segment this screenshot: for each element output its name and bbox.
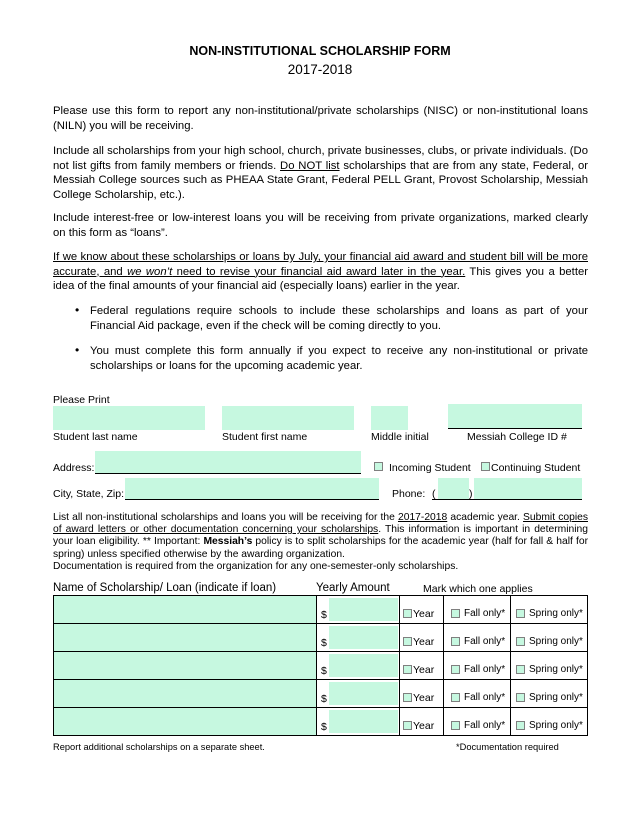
amount-field[interactable] [329,710,398,733]
spring-cell [511,624,588,652]
fall-option-label: Fall only* [464,692,506,703]
please-print-label: Please Print [53,394,110,406]
spring-option-label: Spring only* [529,720,583,731]
scholarship-row [54,680,588,708]
instr-messiah-bold: Messiah’s [203,536,253,548]
fall-checkbox[interactable] [451,693,460,702]
amount-cell [317,680,400,708]
instructions-paragraph [53,512,588,561]
scholarship-name-field[interactable] [54,680,317,708]
form-year: 2017-2018 [287,62,353,77]
last-name-field[interactable] [53,406,205,430]
year-option-label: Year [413,692,435,704]
amount-field[interactable] [329,654,398,677]
spring-checkbox[interactable] [516,693,525,702]
year-cell [400,652,444,680]
spring-checkbox[interactable] [516,637,525,646]
fall-cell [444,596,511,624]
amount-field[interactable] [329,598,398,621]
scholarship-name-field[interactable] [54,708,317,736]
spring-checkbox[interactable] [516,721,525,730]
year-option-label: Year [413,720,435,732]
year-checkbox[interactable] [403,693,412,702]
college-id-underline [448,428,582,429]
address-field[interactable] [95,451,361,473]
fall-checkbox[interactable] [451,609,460,618]
phone-open-paren: ( [432,488,436,500]
currency-symbol: $ [321,637,327,649]
incoming-student-checkbox[interactable] [374,462,383,471]
spring-cell [511,708,588,736]
fall-cell [444,652,511,680]
bullet-dot-2: • [75,343,80,357]
intro-paragraph-4 [53,250,588,294]
currency-symbol: $ [321,609,327,621]
form-title: NON-INSTITUTIONAL SCHOLARSHIP FORM [189,44,451,58]
spring-option-label: Spring only* [529,608,583,619]
amount-field[interactable] [329,626,398,649]
fall-cell [444,680,511,708]
city-state-zip-field[interactable] [125,478,379,499]
scholarship-table [53,595,588,736]
spring-cell [511,596,588,624]
year-cell [400,708,444,736]
amount-cell [317,624,400,652]
scholarship-row [54,624,588,652]
continuing-student-checkbox[interactable] [481,462,490,471]
spring-option-label: Spring only* [529,636,583,647]
amount-cell [317,708,400,736]
year-option-label: Year [413,664,435,676]
scholarship-name-field[interactable] [54,624,317,652]
p4-underlined-b: need to revise your financial aid award later in the year. [172,265,466,278]
phone-close-paren: ) [469,488,473,500]
scholarship-row [54,652,588,680]
phone-area-code-field[interactable] [438,478,469,499]
fall-option-label: Fall only* [464,636,506,647]
year-checkbox[interactable] [403,609,412,618]
intro-paragraph-3: Include interest-free or low-interest loans you will be receiving from private organizations, marked clearly on this form as “loans”. [53,212,588,239]
middle-initial-field[interactable] [371,406,408,430]
p4-emphasis: we won’t [127,265,173,278]
bullet-dot-1: • [75,303,80,317]
year-cell [400,624,444,652]
city-underline [125,499,379,500]
instr-text-b: academic year. [447,512,524,523]
bullet-2: You must complete this form annually if you expect to receive any non-institutional or private scholarships or loans for the upcoming academic year. [90,345,588,372]
fall-cell [444,708,511,736]
year-cell [400,680,444,708]
year-checkbox[interactable] [403,637,412,646]
spring-option-label: Spring only* [529,692,583,703]
col-name-header: Name of Scholarship/ Loan (indicate if loan) [53,582,277,594]
currency-symbol: $ [321,721,327,733]
year-option-label: Year [413,636,435,648]
incoming-student-label: Incoming Student [389,462,471,474]
last-name-label: Student last name [53,431,138,443]
instr-text-d: policy is to split scholarships for the academic year (half for fall & half for spring) unless specified otherwise by the awarding organization. [53,536,588,560]
instr-text-c: . This information is important in determining your loan eligibility. ** Important: [53,524,589,548]
instr-text-a: List all non-institutional scholarships and loans you will be receiving for the [53,512,398,523]
phone-underline [432,499,582,500]
year-cell [400,596,444,624]
currency-symbol: $ [321,665,327,677]
year-checkbox[interactable] [403,665,412,674]
intro-paragraph-1: Please use this form to report any non-institutional/private scholarships (NISC) or non-institutional loans (NILN) you will be receiving. [53,105,588,132]
phone-label: Phone: [392,488,426,500]
p2-do-not-list: Do NOT list [280,159,340,172]
spring-option-label: Spring only* [529,664,583,675]
address-underline [95,473,361,474]
scholarship-name-field[interactable] [54,652,317,680]
p4-underlined-a: If we know about these scholarships or loans by July, your financial aid award and student bill will be more accurate, and [53,251,588,278]
fall-option-label: Fall only* [464,608,506,619]
instr-year: 2017-2018 [397,512,448,523]
fall-option-label: Fall only* [464,720,506,731]
col-amount-header: Yearly Amount [316,582,390,594]
fall-checkbox[interactable] [451,637,460,646]
p4-text-b: This gives you a better idea of the final amounts of your financial aid (especially loans) earlier in the year. [53,265,588,293]
city-state-zip-label: City, State, Zip: [53,488,124,500]
col-mark-header: Mark which one applies [423,583,533,595]
scholarship-row [54,596,588,624]
phone-number-field[interactable] [474,478,582,499]
footer-right-note: *Documentation required [456,742,559,752]
amount-field[interactable] [329,682,398,705]
fall-checkbox[interactable] [451,665,460,674]
continuing-student-label: Continuing Student [491,462,581,474]
fall-checkbox[interactable] [451,721,460,730]
spring-cell [511,652,588,680]
first-name-label: Student first name [222,431,308,443]
college-id-label: Messiah College ID # [467,431,567,443]
scholarship-name-field[interactable] [54,596,317,624]
amount-cell [317,596,400,624]
middle-initial-label: Middle initial [371,431,429,443]
fall-option-label: Fall only* [464,664,506,675]
currency-symbol: $ [321,693,327,705]
footer-left-note: Report additional scholarships on a separate sheet. [53,742,265,752]
fall-cell [444,624,511,652]
documentation-note: Documentation is required from the organization for any one-semester-only scholarships. [53,561,459,572]
amount-cell [317,652,400,680]
instr-submit-copies: Submit copies of award letters or other documentation concerning your scholarships [53,512,588,536]
first-name-field[interactable] [222,406,354,430]
spring-checkbox[interactable] [516,609,525,618]
spring-checkbox[interactable] [516,665,525,674]
scholarship-row [54,708,588,736]
intro-paragraph-2 [53,144,588,202]
bullet-1: Federal regulations require schools to include these scholarships and loans as part of your Financial Aid package, even if the check will be coming directly to you. [90,305,588,332]
year-option-label: Year [413,608,435,620]
p2-text-a: Include all scholarships from your high school, church, private businesses, clubs, or private individuals. (Do not list gifts from family members or friends. [53,145,588,172]
address-label: Address: [53,462,95,474]
college-id-field[interactable] [448,404,582,428]
p2-text-b: scholarships that are from any state, Federal, or Messiah College sources such as PHEAA State Grant, Federal PELL Grant, Provost Scholarship, Messiah College Scholarship, etc.). [53,159,589,201]
spring-cell [511,680,588,708]
year-checkbox[interactable] [403,721,412,730]
